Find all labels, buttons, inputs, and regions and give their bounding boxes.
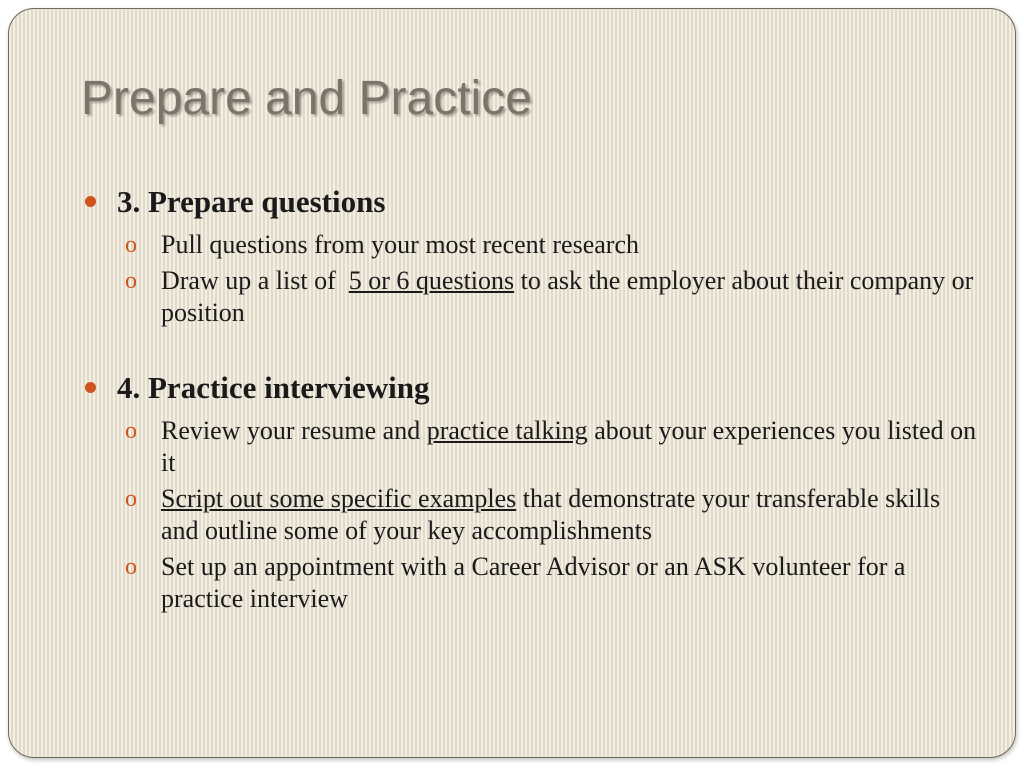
underlined-phrase: Script out some specific examples (161, 484, 517, 513)
circle-bullet-icon: o (125, 232, 137, 258)
bullet-dot-icon (85, 196, 96, 207)
list-item (81, 483, 981, 547)
circle-bullet-icon: o (125, 268, 137, 294)
list-item (81, 265, 981, 329)
list-item-text-after: to ask the employer about their company or position (161, 266, 974, 327)
underlined-phrase: 5 or 6 questions (348, 266, 515, 295)
underlined-phrase: practice talking (426, 416, 588, 445)
list-item (81, 551, 981, 615)
circle-bullet-icon: o (125, 554, 137, 580)
list-item-text-before: Draw up a list of (161, 266, 349, 295)
list-item-text-after: that demonstrate your transferable skills and outline some of your key accomplishments (161, 484, 941, 545)
list-item-text: Pull questions from your most recent research (161, 230, 639, 259)
section-heading-practice-interviewing (81, 365, 981, 411)
slide-body (81, 179, 981, 615)
section-heading-text: 4. Practice interviewing (117, 370, 430, 405)
list-item-text-after: about your experiences you listed on it (161, 416, 977, 477)
list-item (81, 229, 981, 261)
circle-bullet-icon: o (125, 486, 137, 512)
bullet-dot-icon (85, 382, 96, 393)
circle-bullet-icon: o (125, 418, 137, 444)
list-item (81, 415, 981, 479)
section-heading-text: 3. Prepare questions (117, 184, 386, 219)
section-heading-prepare-questions (81, 179, 981, 225)
slide (8, 8, 1016, 758)
list-item-text-before: Review your resume and (161, 416, 427, 445)
list-item-text: Set up an appointment with a Career Advisor or an ASK volunteer for a practice interview (161, 552, 906, 613)
slide-title: Prepare and Practice (81, 72, 532, 125)
